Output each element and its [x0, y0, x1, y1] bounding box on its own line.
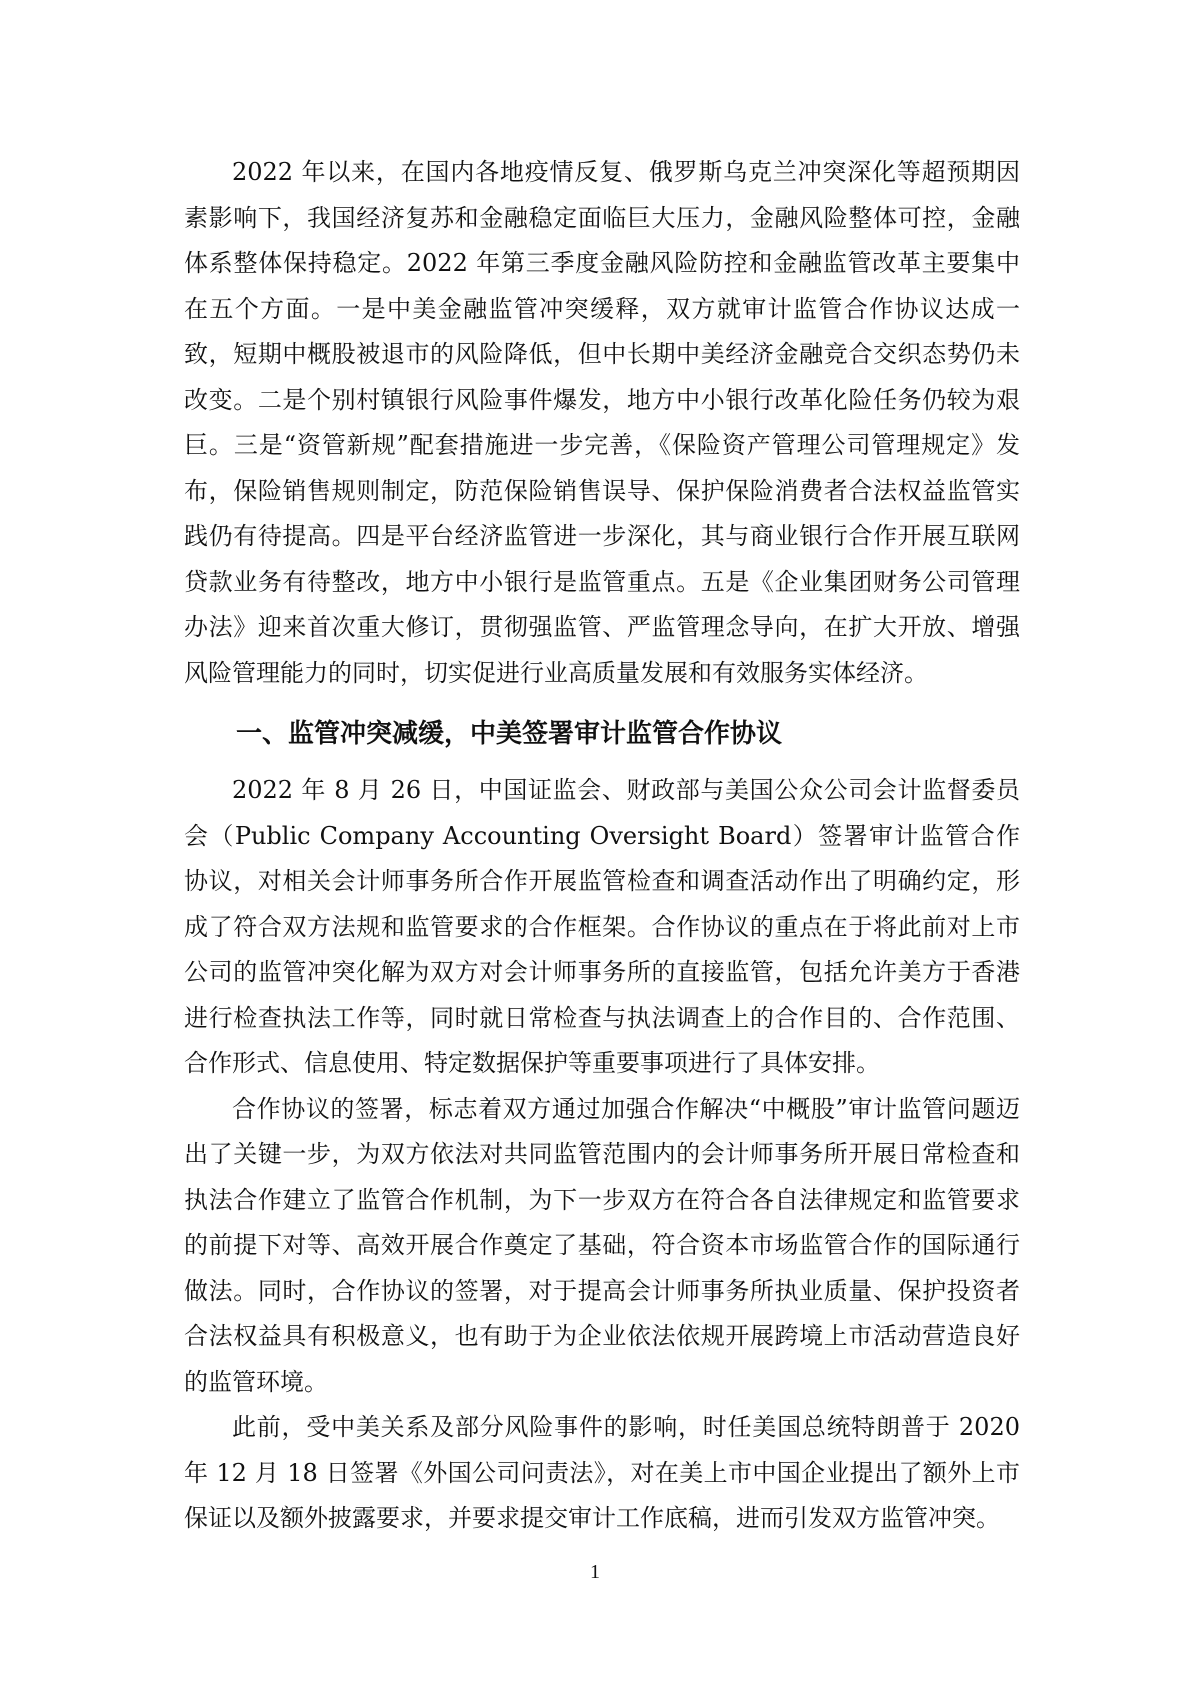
section-paragraph-2: 合作协议的签署，标志着双方通过加强合作解决“中概股”审计监管问题迈出了关键一步，为双方依法对共同监管范围内的会计师事务所开展日常检查和执法合作建立了监管合作机制，为下一步双方在符合各自法律规定和监管要求的前提下对等、高效开展合作奠定了基础，符合资本市场监管合作的国际通行做法。同时，合作协议的签署，对于提高会计师事务所执业质量、保护投资者合法权益具有积极意义，也有助于为企业依法依规开展跨境上市活动营造良好的监管环境。	[184, 1094, 1020, 1396]
section-paragraph-1: 2022 年 8 月 26 日，中国证监会、财政部与美国公众公司会计监督委员会（Public Company Accounting Oversight Board）签署审计监管合作协议，对相关会计师事务所合作开展监管检查和调查活动作出了明确约定，形成了符合双方法规和监管要求的合作框架。合作协议的重点在于将此前对上市公司的监管冲突化解为双方对会计师事务所的直接监管，包括允许美方于香港进行检查执法工作等，同时就日常检查与执法调查上的合作目的、合作范围、合作形式、信息使用、特定数据保护等重要事项进行了具体安排。	[184, 776, 1020, 1077]
page-number: 1	[590, 1561, 600, 1583]
document-body	[184, 150, 1020, 1542]
intro-paragraph: 2022 年以来，在国内各地疫情反复、俄罗斯乌克兰冲突深化等超预期因素影响下，我国经济复苏和金融稳定面临巨大压力，金融风险整体可控，金融体系整体保持稳定。2022 年第三季度金融风险防控和金融监管改革主要集中在五个方面。一是中美金融监管冲突缓释，双方就审计监管合作协议达成一致，短期中概股被退市的风险降低，但中长期中美经济金融竞合交织态势仍未改变。二是个别村镇银行风险事件爆发，地方中小银行改革化险任务仍较为艰巨。三是“资管新规”配套措施进一步完善，《保险资产管理公司管理规定》发布，保险销售规则制定，防范保险销售误导、保护保险消费者合法权益监管实践仍有待提高。四是平台经济监管进一步深化，其与商业银行合作开展互联网贷款业务有待整改，地方中小银行是监管重点。五是《企业集团财务公司管理办法》迎来首次重大修订，贯彻强监管、严监管理念导向，在扩大开放、增强风险管理能力的同时，切实促进行业高质量发展和有效服务实体经济。	[184, 158, 1020, 687]
section-paragraph-3: 此前，受中美关系及部分风险事件的影响，时任美国总统特朗普于 2020 年 12 月 18 日签署《外国公司问责法》，对在美上市中国企业提出了额外上市保证以及额外披露要求，并要求提交审计工作底稿，进而引发双方监管冲突。	[184, 1413, 1020, 1532]
section-heading: 一、监管冲突减缓，中美签署审计监管合作协议	[236, 719, 783, 749]
